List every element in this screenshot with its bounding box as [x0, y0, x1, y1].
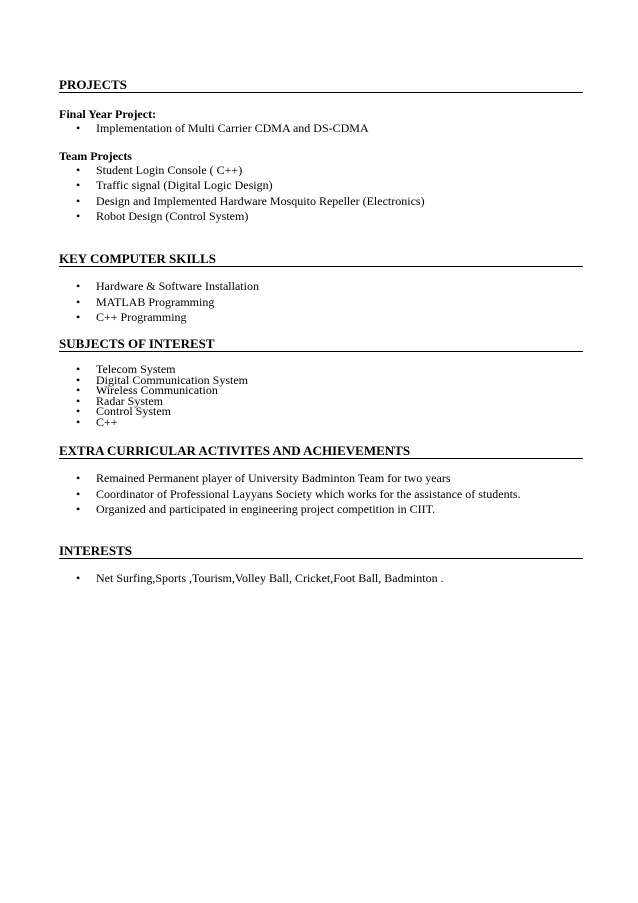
final-year-project-list — [59, 121, 583, 137]
extra-curricular-list — [59, 471, 583, 518]
bullet-icon: • — [76, 486, 81, 501]
bullet-icon: • — [76, 121, 81, 135]
list-item: • Net Surfing,Sports ,Tourism,Volley Ball, Cricket,Foot Ball, Badminton . — [76, 571, 444, 585]
team-projects-label: Team Projects — [59, 148, 132, 163]
list-item: • Robot Design (Control System) — [76, 209, 249, 223]
bullet-icon: • — [76, 502, 81, 516]
list-item: • MATLAB Programming — [76, 294, 215, 309]
bullet-icon: • — [76, 372, 81, 387]
bullet-icon: • — [76, 362, 81, 376]
bullet-icon: • — [76, 162, 81, 177]
extra-curricular-heading: EXTRA CURRICULAR ACTIVITES AND ACHIEVEMENTS — [59, 443, 583, 459]
projects-heading: PROJECTS — [59, 77, 583, 93]
projects-section — [59, 77, 583, 225]
skills-section — [59, 251, 583, 326]
list-item: • C++ Programming — [76, 310, 187, 324]
bullet-icon: • — [76, 209, 81, 223]
subjects-heading: SUBJECTS OF INTEREST — [59, 336, 583, 352]
list-item: • Control System — [76, 404, 172, 418]
list-item: • Coordinator of Professional Layyans Society which works for the assistance of students. — [76, 486, 521, 501]
skills-heading: KEY COMPUTER SKILLS — [59, 251, 583, 267]
list-item: • Student Login Console ( C++) — [76, 162, 243, 177]
bullet-icon: • — [76, 471, 81, 485]
list-item: • Implementation of Multi Carrier CDMA and DS-CDMA — [76, 121, 369, 135]
subjects-list — [59, 364, 583, 427]
list-item: • Remained Permanent player of University Badminton Team for two years — [76, 471, 451, 485]
list-item: • Telecom System — [76, 362, 176, 376]
bullet-icon: • — [76, 404, 81, 418]
list-item: • Design and Implemented Hardware Mosquito Repeller (Electronics) — [76, 193, 425, 208]
list-item: • Organized and participated in engineering project competition in CIIT. — [76, 502, 436, 516]
list-item: • C++ — [76, 414, 118, 429]
bullet-icon: • — [76, 294, 81, 309]
list-item: • Digital Communication System — [76, 372, 248, 387]
list-item: • Hardware & Software Installation — [76, 279, 259, 293]
bullet-icon: • — [76, 193, 81, 208]
interests-heading: INTERESTS — [59, 543, 583, 559]
interests-list — [59, 571, 583, 587]
subjects-section — [59, 336, 583, 427]
list-item: • Radar System — [76, 393, 163, 408]
bullet-icon: • — [76, 383, 81, 397]
bullet-icon: • — [76, 178, 81, 192]
bullet-icon: • — [76, 414, 81, 429]
team-projects-list — [59, 163, 583, 225]
bullet-icon: • — [76, 310, 81, 324]
bullet-icon: • — [76, 571, 81, 585]
list-item: • Wireless Communication — [76, 383, 218, 397]
list-item: • Traffic signal (Digital Logic Design) — [76, 178, 273, 192]
extra-curricular-section — [59, 443, 583, 518]
interests-section — [59, 543, 583, 587]
bullet-icon: • — [76, 393, 81, 408]
bullet-icon: • — [76, 279, 81, 293]
final-year-project-label: Final Year Project: — [59, 107, 157, 121]
skills-list — [59, 279, 583, 326]
